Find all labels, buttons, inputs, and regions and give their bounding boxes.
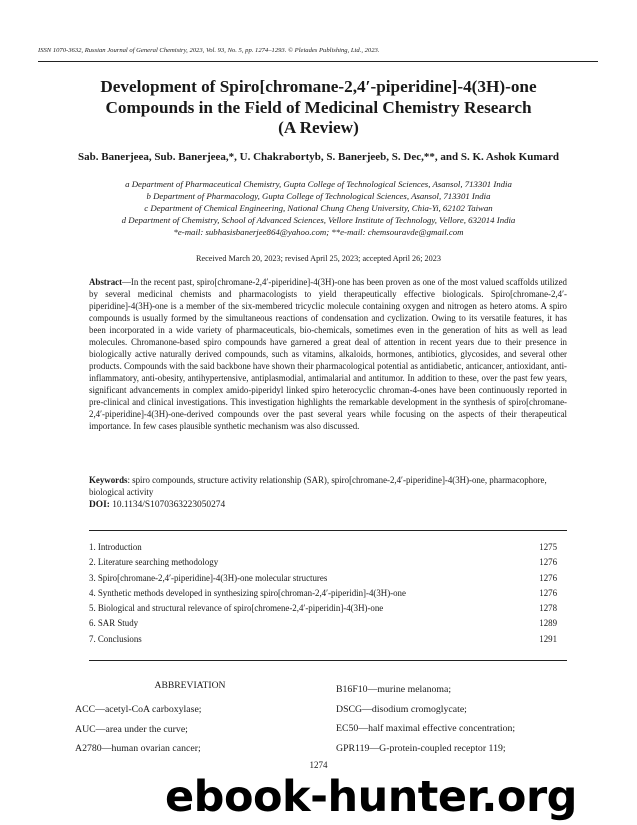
toc-entry[interactable] (89, 601, 557, 616)
affiliations (36, 178, 601, 238)
paper-title (40, 77, 597, 139)
doi-value[interactable]: 10.1134/S1070363223050274 (112, 500, 226, 510)
abbreviation-item: EC50—half maximal effective concentration; (336, 723, 516, 734)
toc-entry-title: 4. Synthetic methods developed in synthesizing spiro[chroman-2,4′-piperidin]-4(3H)-one (89, 587, 406, 598)
title-line-3: (A Review) (278, 118, 359, 137)
abbreviation-item: ACC—acetyl-CoA carboxylase; (75, 704, 202, 715)
toc-entry[interactable] (89, 555, 557, 570)
toc-entry-title: 5. Biological and structural relevance of spiro[chromene-2,4′-piperidin]-4(3H)-one (89, 603, 384, 614)
table-of-contents (89, 540, 557, 647)
toc-entry[interactable] (89, 632, 557, 647)
toc-entry[interactable] (89, 616, 557, 631)
abstract (89, 276, 567, 432)
affiliation-a: a Department of Pharmaceutical Chemistry, Gupta College of Technological Sciences, Asansol, 713301 India (125, 179, 512, 189)
keywords (89, 474, 567, 498)
doi (89, 500, 567, 510)
abstract-label: Abstract (89, 277, 123, 287)
abbreviation-item: DSCG—disodium cromoglycate; (336, 703, 467, 715)
affiliation-b: b Department of Pharmacology, Gupta College of Technological Sciences, Asansol, 713301 India (146, 191, 491, 202)
abbreviation-item: AUC—area under the curve; (75, 723, 188, 735)
toc-entry-page: 1276 (539, 587, 557, 598)
toc-entry[interactable] (89, 571, 557, 586)
affiliation-d: d Department of Chemistry, School of Advanced Sciences, Vellore Institute of Technology, Vellore, 632014 India (121, 215, 516, 226)
contact-emails: *e-mail: subhasisbanerjee864@yahoo.com; **e-mail: chemsouravde@gmail.com (173, 227, 464, 238)
abbreviation-item: GPR119—G-protein-coupled receptor 119; (336, 742, 506, 754)
journal-header: ISSN 1070-3632, Russian Journal of General Chemistry, 2023, Vol. 93, No. 5, pp. 1274–1293. © Pleiades Publishing, Ltd., 2023. (38, 47, 380, 54)
abbreviation-heading: ABBREVIATION (154, 680, 226, 691)
toc-entry[interactable] (89, 540, 557, 555)
doi-label: DOI: (89, 500, 110, 510)
affiliation-c: c Department of Chemical Engineering, National Chung Cheng University, Chia-Yi, 62102 Taiwan (144, 203, 493, 214)
toc-entry-page: 1278 (539, 603, 557, 614)
received-dates: Received March 20, 2023; revised April 25, 2023; accepted April 26; 2023 (196, 254, 441, 263)
abbreviation-item: A2780—human ovarian cancer; (75, 743, 201, 754)
toc-entry-page: 1275 (539, 542, 557, 552)
toc-entry-page: 1276 (539, 572, 557, 583)
title-line-1: Development of Spiro[chromane-2,4′-piperidine]-4(3H)-one (100, 77, 537, 96)
abbreviations-left-column (75, 680, 305, 759)
abbreviations-right-column (336, 680, 576, 758)
header-rule (38, 61, 598, 62)
toc-bottom-rule (89, 660, 567, 661)
toc-entry-page: 1289 (539, 618, 557, 629)
abbreviation-item: B16F10—murine melanoma; (336, 684, 452, 695)
toc-entry[interactable] (89, 586, 557, 601)
watermark: ebook-hunter.org (165, 772, 577, 822)
page-number: 1274 (309, 760, 328, 770)
toc-entry-title: 7. Conclusions (89, 633, 142, 644)
title-line-2: Compounds in the Field of Medicinal Chemistry Research (105, 97, 532, 117)
toc-entry-title: 3. Spiro[chromane-2,4′-piperidine]-4(3H)-one molecular structures (89, 572, 328, 583)
keywords-text: : spiro compounds, structure activity relationship (SAR), spiro[chromane-2,4′-piperidine]-4(3H)-one, pharmacophore, biological activity (89, 475, 547, 497)
keywords-label: Keywords (89, 475, 128, 485)
toc-top-rule (89, 530, 567, 531)
toc-entry-title: 1. Introduction (89, 542, 142, 552)
toc-entry-title: 6. SAR Study (89, 618, 139, 629)
toc-entry-title: 2. Literature searching methodology (89, 557, 219, 568)
toc-entry-page: 1276 (539, 557, 557, 568)
author-list: Sab. Banerjeea, Sub. Banerjeea,*, U. Chakrabortyb, S. Banerjeeb, S. Dec,**, and S. K. Ashok Kumard (78, 151, 559, 163)
abstract-text: —In the recent past, spiro[chromane-2,4′-piperidine]-4(3H)-one has been proven as one of the most valued scaffolds utilized by several medicinal chemists and pharmacologists to yield therapeutically effective biologicals. Spiro[chromane-2,4′-piperidine]-4(3H)-one is a member of the six-membered tricyclic molecule containing oxygen and nitrogen as hetero atoms. A spiro compounds is usually formed by the simultaneous reactions of condensation and cyclization. Owing to its versatile features, it has been incorporated in a wide variety of pharmaceuticals, bio-chemicals, sometimes even in the generation of hits as well as lead molecules. Chromanone-based spiro compounds have garnered a great deal of attention in recent years due to their presence in biologically active naturally derived compounds, such as vitamins, alkaloids, hormones, antibiotics, glycosides, and several other products. Compounds with the said backbone have shown their pharmacological potential as antidiabetic, anticancer, antioxidant, anti-inflammatory, anti-obesity, antihypertensive, antiplasmodial, antimalarial and antitumor. In addition to these, over the past few years, significant advancements in complex amido-piperidyl linked spiro heterocyclic chroman-4-ones have been continuously reported in pre-clinical and clinical investigations. This investigation highlights the remarkable development in the synthesis of spiro[chromane-2,4′-piperidine]-4(3H)-one-derived compounds over the past several years while focusing on the aspects of their therapeutical importance. In few cases plausible synthetic mechanism was also discussed. (89, 277, 568, 431)
toc-entry-page: 1291 (539, 633, 557, 644)
